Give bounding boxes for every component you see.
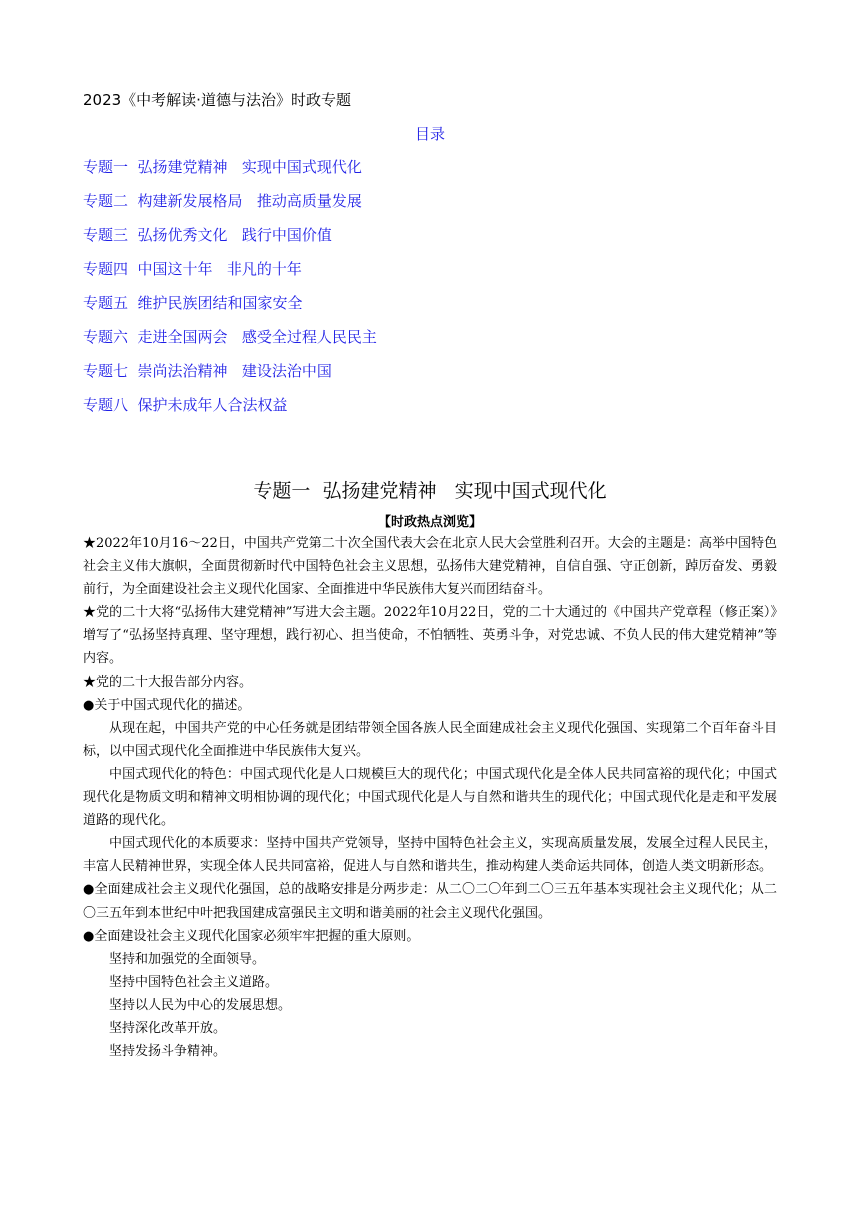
principle-item: 坚持和加强党的全面领导。 bbox=[109, 951, 266, 967]
paragraph: 中国式现代化的本质要求：坚持中国共产党领导，坚持中国特色社会主义，实现高质量发展，发展全过程人民民主，丰富人民精神世界，实现全体人民共同富裕，促进人与自然和谐共生，推动构建人类命运共同体，创造人类文明新形态。 bbox=[83, 836, 777, 875]
paragraph: 中国式现代化的特色：中国式现代化是人口规模巨大的现代化；中国式现代化是全体人民共同富裕的现代化；中国式现代化是物质文明和精神文明相协调的现代化；中国式现代化是人与自然和谐共生的现代化；中国式现代化是走和平发展道路的现代化。 bbox=[83, 766, 777, 829]
toc-item-8[interactable]: 专题八 保护未成年人合法权益 bbox=[83, 396, 288, 414]
paragraph: ★党的二十大报告部分内容。 bbox=[83, 674, 253, 690]
toc-item-7[interactable]: 专题七 崇尚法治精神 建设法治中国 bbox=[83, 362, 332, 380]
principle-item: 坚持以人民为中心的发展思想。 bbox=[109, 997, 292, 1013]
principle-item: 坚持发扬斗争精神。 bbox=[109, 1044, 227, 1060]
toc-item-2[interactable]: 专题二 构建新发展格局 推动高质量发展 bbox=[83, 192, 362, 210]
toc-item-6[interactable]: 专题六 走进全国两会 感受全过程人民民主 bbox=[83, 328, 377, 346]
paragraph: ★2022年10月16～22日，中国共产党第二十次全国代表大会在北京人民大会堂胜利召开。大会的主题是：高举中国特色社会主义伟大旗帜，全面贯彻新时代中国特色社会主义思想，弘扬伟大建党精神，自信自强、守正创新，踔厉奋发、勇毅前行，为全面建设社会主义现代化国家、全面推进中华民族伟大复兴而团结奋斗。 bbox=[83, 536, 777, 598]
section-title: 专题一 弘扬建党精神 实现中国式现代化 bbox=[253, 480, 607, 502]
table-of-contents bbox=[83, 156, 377, 428]
document-header: 2023《中考解读·道德与法治》时政专题 bbox=[83, 91, 351, 109]
paragraph: ●全面建成社会主义现代化强国，总的战略安排是分两步走：从二〇二〇年到二〇三五年基本实现社会主义现代化；从二〇三五年到本世纪中叶把我国建成富强民主文明和谐美丽的社会主义现代化强国。 bbox=[83, 882, 777, 921]
paragraph: 从现在起，中国共产党的中心任务就是团结带领全国各族人民全面建成社会主义现代化强国、实现第二个百年奋斗目标，以中国式现代化全面推进中华民族伟大复兴。 bbox=[83, 720, 777, 759]
section-body bbox=[83, 532, 777, 1063]
toc-item-4[interactable]: 专题四 中国这十年 非凡的十年 bbox=[83, 260, 302, 278]
paragraph: ★党的二十大将“弘扬伟大建党精神”写进大会主题。2022年10月22日，党的二十大通过的《中国共产党章程（修正案）》增写了“弘扬坚持真理、坚守理想，践行初心、担当使命，不怕牺牲、英勇斗争，对党忠诚、不负人民的伟大建党精神”等内容。 bbox=[83, 605, 777, 667]
toc-item-3[interactable]: 专题三 弘扬优秀文化 践行中国价值 bbox=[83, 226, 332, 244]
section-subheading: 【时政热点浏览】 bbox=[377, 515, 482, 530]
toc-item-1[interactable]: 专题一 弘扬建党精神 实现中国式现代化 bbox=[83, 158, 362, 176]
paragraph: ●关于中国式现代化的描述。 bbox=[83, 697, 251, 713]
paragraph: ●全面建设社会主义现代化国家必须牢牢把握的重大原则。 bbox=[83, 928, 420, 944]
principle-item: 坚持深化改革开放。 bbox=[109, 1020, 227, 1036]
toc-title[interactable]: 目录 bbox=[414, 125, 445, 143]
principle-item: 坚持中国特色社会主义道路。 bbox=[109, 974, 279, 990]
toc-item-5[interactable]: 专题五 维护民族团结和国家安全 bbox=[83, 294, 303, 312]
